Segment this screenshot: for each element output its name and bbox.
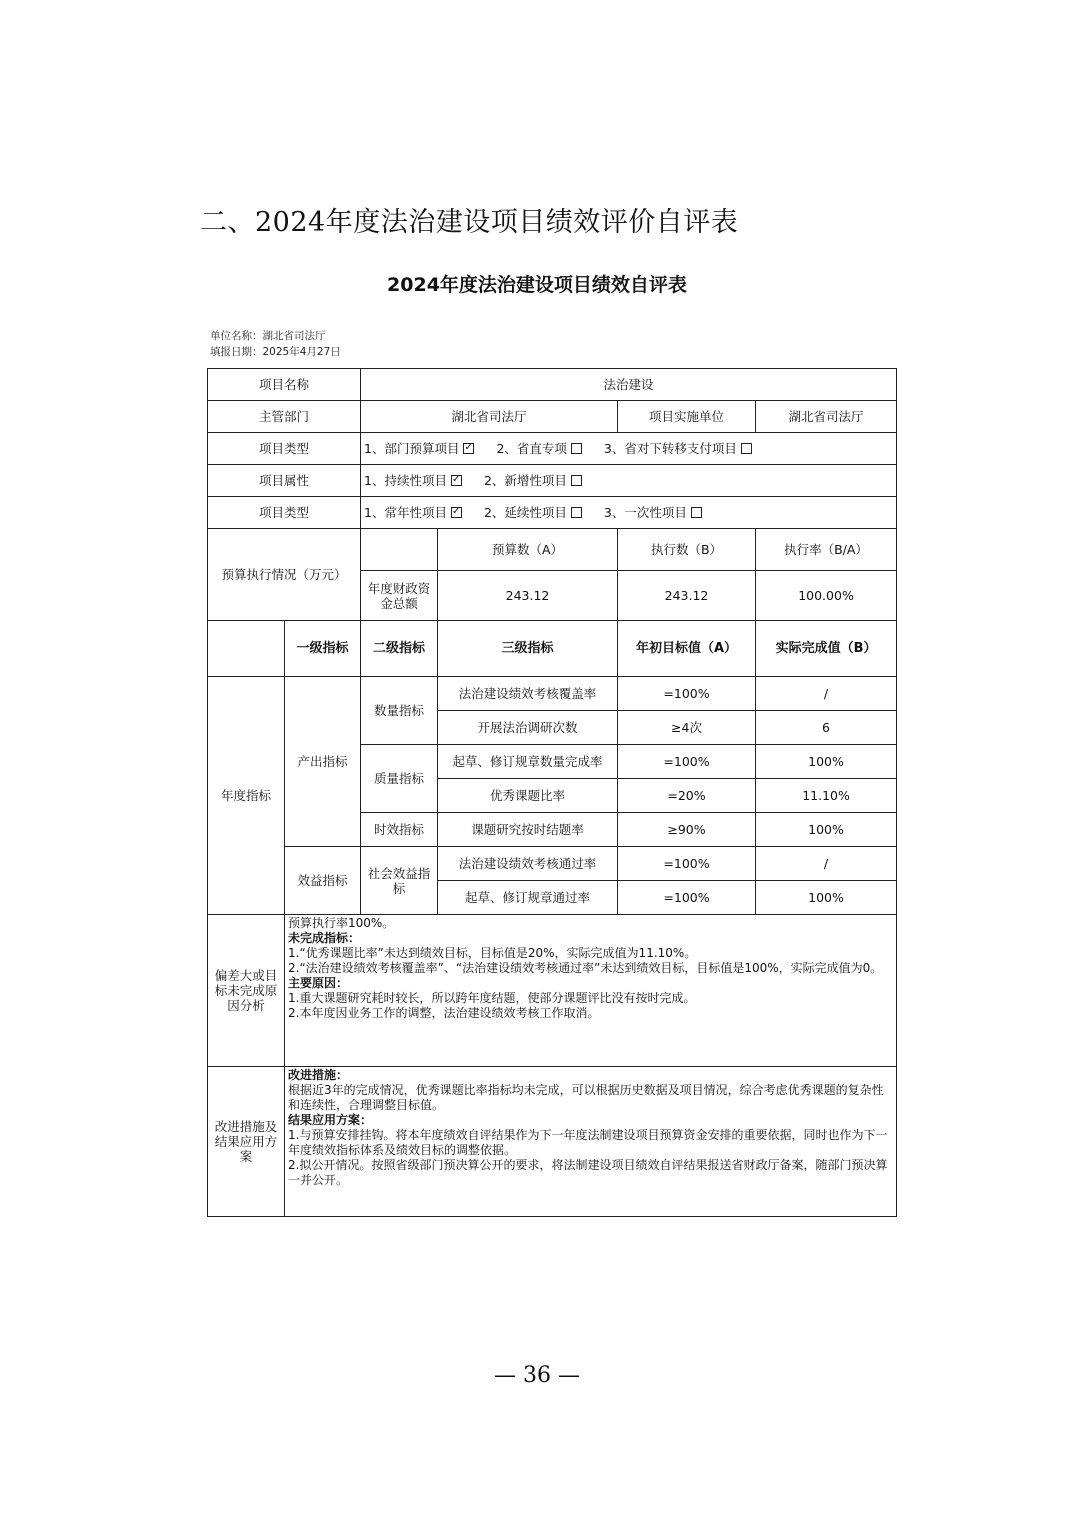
budget-col-a: 预算数（A） xyxy=(438,529,618,571)
empty-box-icon xyxy=(741,443,752,454)
empty-box-icon xyxy=(571,443,582,454)
header-level1: 一级指标 xyxy=(285,621,361,677)
deviation-line: 2.“法治建设绩效考核覆盖率”、“法治建设绩效考核通过率”未达到绩效目标，目标值是100%，实际完成值为0。 xyxy=(288,961,883,975)
indicator-target: =100% xyxy=(618,677,756,711)
deviation-line: 1.“优秀课题比率”未达到绩效目标，目标值是20%，实际完成值为11.10%。 xyxy=(288,946,697,960)
deviation-subheading: 未完成指标： xyxy=(288,931,361,945)
benefit-indicator: 效益指标 xyxy=(285,847,361,915)
deviation-line: 1.重大课题研究耗时较长，所以跨年度结题，使部分课题评比没有按时完成。 xyxy=(288,991,696,1005)
budget-col-rate: 执行率（B/A） xyxy=(756,529,897,571)
timeliness-indicator: 时效指标 xyxy=(361,813,438,847)
type2-option-2: 2、延续性项目 xyxy=(484,505,586,520)
checked-box-icon xyxy=(463,443,474,454)
deviation-analysis xyxy=(285,915,897,1067)
budget-col-b: 执行数（B） xyxy=(618,529,756,571)
header-blank xyxy=(208,621,285,677)
indicator-name: 法治建设绩效考核覆盖率 xyxy=(438,677,618,711)
indicator-name: 起草、修订规章数量完成率 xyxy=(438,745,618,779)
empty-box-icon xyxy=(571,507,582,518)
type2-label: 项目类型 xyxy=(208,497,361,529)
indicator-target: ≥90% xyxy=(618,813,756,847)
header-level3: 三级指标 xyxy=(438,621,618,677)
budget-blank xyxy=(361,529,438,571)
type-label: 项目类型 xyxy=(208,433,361,465)
indicator-actual: 11.10% xyxy=(756,779,897,813)
attr-option-1: 1、持续性项目✓ xyxy=(364,473,466,488)
budget-label: 预算执行情况（万元） xyxy=(208,529,361,621)
indicator-actual: 100% xyxy=(756,745,897,779)
indicator-name: 课题研究按时结题率 xyxy=(438,813,618,847)
deviation-subheading: 主要原因： xyxy=(288,976,349,990)
deviation-label: 偏差大或目标未完成原因分析 xyxy=(208,915,285,1067)
indicator-actual: 6 xyxy=(756,711,897,745)
deviation-line: 2.本年度因业务工作的调整，法治建设绩效考核工作取消。 xyxy=(288,1006,600,1020)
improve-line: 根据近3年的完成情况，优秀课题比率指标均未完成，可以根据历史数据及项目情况，综合考虑优秀课题的复杂性和连续性，合理调整目标值。 xyxy=(288,1083,884,1112)
indicator-actual: / xyxy=(756,847,897,881)
indicator-actual: 100% xyxy=(756,881,897,915)
budget-rate: 100.00% xyxy=(756,571,897,621)
indicator-target: ≥4次 xyxy=(618,711,756,745)
quality-indicator: 质量指标 xyxy=(361,745,438,813)
project-name-label: 项目名称 xyxy=(208,369,361,401)
fill-date: 填报日期：2025年4月27日 xyxy=(210,346,341,358)
attr-label: 项目属性 xyxy=(208,465,361,497)
header-actual: 实际完成值（B） xyxy=(756,621,897,677)
indicator-name: 法治建设绩效考核通过率 xyxy=(438,847,618,881)
type-options xyxy=(361,433,897,465)
improve-label: 改进措施及结果应用方案 xyxy=(208,1067,285,1217)
annual-indicator: 年度指标 xyxy=(208,677,285,915)
improve-line: 1.与预算安排挂钩。将本年度绩效自评结果作为下一年度法制建设项目预算资金安排的重要依据，同时也作为下一年度绩效指标体系及绩效目标的调整依据。 xyxy=(288,1128,888,1157)
indicator-target: =100% xyxy=(618,847,756,881)
indicator-name: 开展法治调研次数 xyxy=(438,711,618,745)
type-option-3: 3、省对下转移支付项目 xyxy=(604,441,756,456)
improve-subheading: 改进措施： xyxy=(288,1068,349,1082)
quantity-indicator: 数量指标 xyxy=(361,677,438,745)
project-name-value: 法治建设 xyxy=(361,369,897,401)
unit-name: 单位名称：湖北省司法厅 xyxy=(210,330,326,342)
indicator-actual: 100% xyxy=(756,813,897,847)
checked-box-icon xyxy=(451,507,462,518)
type2-option-3: 3、一次性项目 xyxy=(604,505,706,520)
indicator-target: =20% xyxy=(618,779,756,813)
checked-box-icon xyxy=(451,475,462,486)
dept-label: 主管部门 xyxy=(208,401,361,433)
social-indicator: 社会效益指标 xyxy=(361,847,438,915)
budget-row-label: 年度财政资金总额 xyxy=(361,571,438,621)
header-target: 年初目标值（A） xyxy=(618,621,756,677)
empty-box-icon xyxy=(691,507,702,518)
indicator-target: =100% xyxy=(618,881,756,915)
indicator-actual: / xyxy=(756,677,897,711)
attr-options xyxy=(361,465,897,497)
deviation-line: 预算执行率100%。 xyxy=(288,916,395,930)
indicator-target: =100% xyxy=(618,745,756,779)
type-option-2: 2、省直专项 xyxy=(496,441,585,456)
attr-option-2: 2、新增性项目 xyxy=(484,473,586,488)
indicator-name: 起草、修订规章通过率 xyxy=(438,881,618,915)
type2-options xyxy=(361,497,897,529)
improve-line: 2.拟公开情况。按照省级部门预决算公开的要求，将法制建设项目绩效自评结果报送省财政厅备案，随部门预决算一并公开。 xyxy=(288,1158,888,1187)
improve-plan xyxy=(285,1067,897,1217)
type-option-1: 1、部门预算项目✓ xyxy=(364,441,478,456)
empty-box-icon xyxy=(571,475,582,486)
budget-a: 243.12 xyxy=(438,571,618,621)
dept-value: 湖北省司法厅 xyxy=(361,401,618,433)
table-title: 2024年度法治建设项目绩效自评表 xyxy=(387,274,687,296)
type2-option-1: 1、常年性项目✓ xyxy=(364,505,466,520)
page-number: — 36 — xyxy=(494,1363,580,1388)
budget-b: 243.12 xyxy=(618,571,756,621)
indicator-name: 优秀课题比率 xyxy=(438,779,618,813)
impl-value: 湖北省司法厅 xyxy=(756,401,897,433)
header-level2: 二级指标 xyxy=(361,621,438,677)
impl-label: 项目实施单位 xyxy=(618,401,756,433)
page-heading: 二、2024年度法治建设项目绩效评价自评表 xyxy=(200,207,739,238)
performance-table xyxy=(207,368,897,1217)
output-indicator: 产出指标 xyxy=(285,677,361,847)
improve-subheading: 结果应用方案： xyxy=(288,1113,373,1127)
